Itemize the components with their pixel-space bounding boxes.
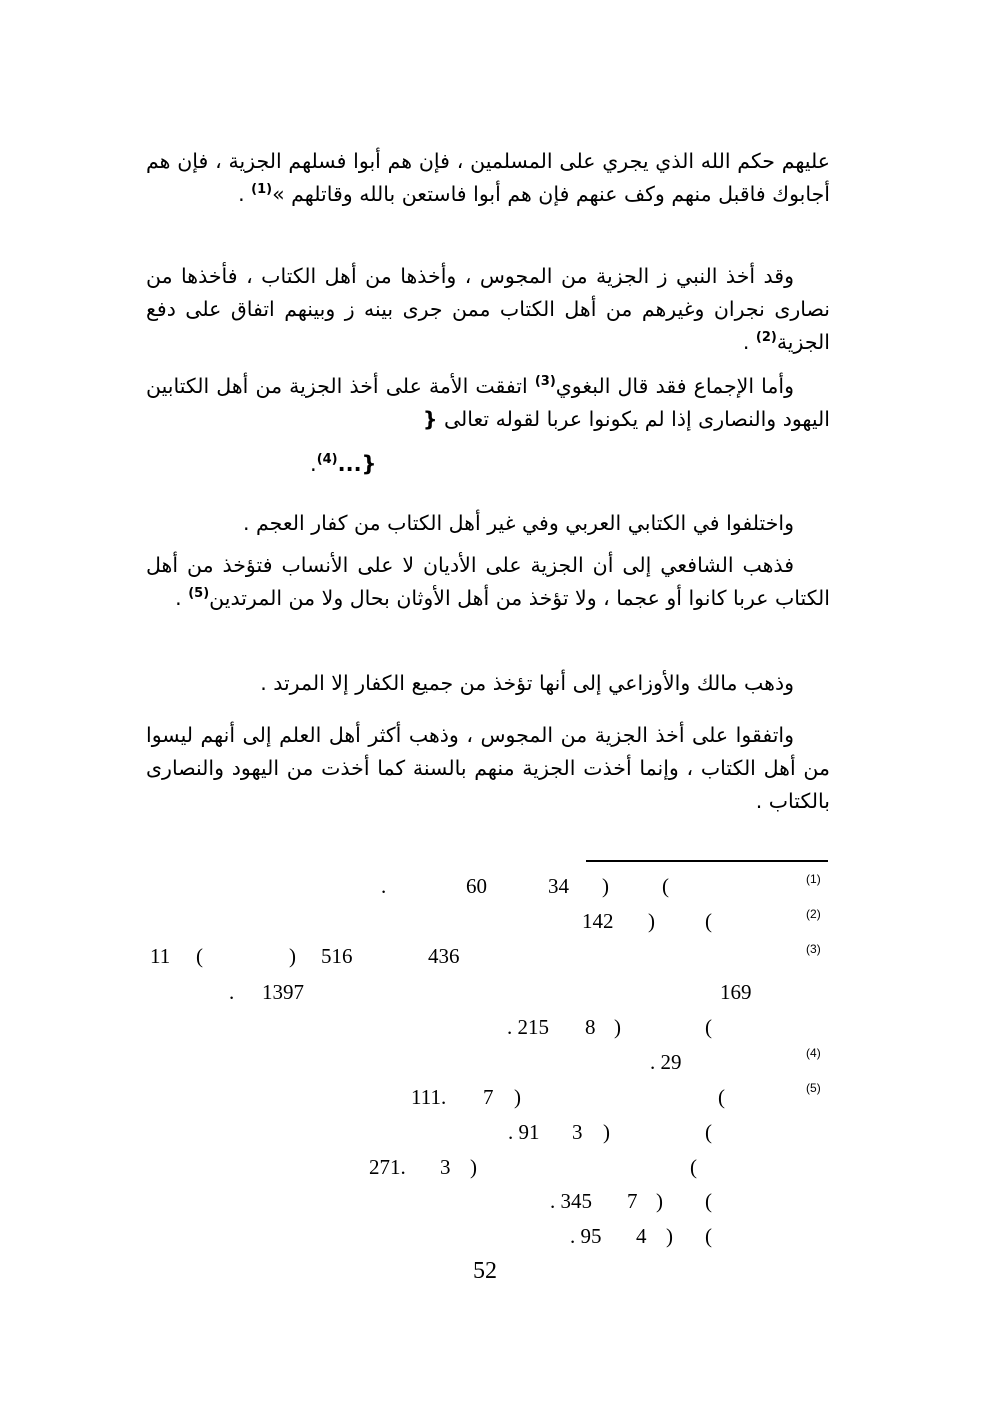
text: اتفقت الأمة على أخذ الجزية من أهل الكتابين اليهود والنصارى إذا لم يكونوا عربا لقوله تعالى (146, 374, 830, 431)
text: فذهب الشافعي إلى أن الجزية على الأديان لا على الأنساب فتؤخذ من أهل الكتاب عربا كانوا أو عجما ، ولا تؤخذ من أهل الأوثان بحال ولا من المرتدين (146, 553, 830, 610)
footnote-token: ( (289, 944, 296, 968)
footnote-token: 7 (627, 1189, 638, 1213)
footnote-token: 3 (440, 1155, 451, 1179)
paragraph-prophet-practice (146, 260, 830, 359)
paragraph-malik (146, 667, 830, 700)
text: . (238, 182, 252, 206)
footnote-token: .111 (411, 1085, 447, 1109)
text: وقد أخذ النبي ز الجزية من المجوس ، وأخذها من أهل الكتاب ، فأخذها من نصارى نجران وغيرهم من أهل الكتاب ممن جرى بينه ز وبينهم اتفاق على دفع الجزية (146, 264, 830, 354)
footnote-token: 215 . (507, 1015, 549, 1039)
footnote-token: ) (705, 1120, 712, 1144)
footnote-token: . (381, 874, 387, 898)
text: عليهم حكم الله الذي يجري على المسلمين ، فإن هم أبوا فسلهم الجزية ، فإن هم أجابوك فاقبل منهم وكف عنهم فإن هم أبوا فاستعن بالله وقاتلهم » (146, 149, 830, 206)
footnote-token: 345 . (550, 1189, 592, 1213)
footnote-token: ( (514, 1085, 521, 1109)
quran-brace-close: ...} (337, 452, 377, 476)
footnote-marker-2: (2) (806, 907, 821, 921)
footnote-token: 11 (150, 944, 171, 968)
page-number: 52 (473, 1258, 497, 1284)
footnote-token: ) (718, 1085, 725, 1109)
text: واختلفوا في الكتابي العربي وفي غير أهل الكتاب من كفار العجم . (243, 511, 794, 535)
text: . (742, 330, 756, 354)
footnote-token: 3 (572, 1120, 583, 1144)
footnote-token: 60 (466, 874, 487, 898)
footnote-token: ( (470, 1155, 477, 1179)
footnote-token: 29 . (650, 1050, 682, 1074)
footnote-marker-3: (3) (806, 942, 821, 956)
footnote-token: ( (614, 1015, 621, 1039)
verse-line (310, 452, 377, 476)
footnote-token: ( (648, 909, 655, 933)
paragraph-disagreement (146, 507, 830, 540)
footnote-token: 8 (585, 1015, 596, 1039)
paragraph-hadith (146, 145, 830, 211)
text: . (310, 452, 317, 476)
footnote-token: ( (603, 1120, 610, 1144)
footnote-token: ) (662, 874, 669, 898)
text: واتفقوا على أخذ الجزية من المجوس ، وذهب أكثر أهل العلم إلى أنهم ليسوا من أهل الكتاب ، وإنما أخذت الجزية منهم بالسنة كما أخذت من اليهود والنصارى بالكتاب . (146, 723, 830, 813)
footnote-marker-5: (5) (806, 1081, 821, 1095)
footnote-token: 7 (483, 1085, 494, 1109)
footnote-token: ( (656, 1189, 663, 1213)
quran-brace-open: { (422, 407, 438, 431)
footnote-token: 95 . (570, 1224, 602, 1248)
footnote-token: ) (690, 1155, 697, 1179)
footnote-ref-2: (2) (755, 330, 777, 346)
paragraph-ijma (146, 370, 830, 436)
footnote-token: 436 (428, 944, 460, 968)
footnote-ref-1: (1) (251, 182, 273, 198)
footnote-token: . (229, 980, 235, 1004)
footnote-token: 169 (720, 980, 752, 1004)
text: . (175, 586, 189, 610)
footnote-token: ) (196, 944, 203, 968)
footnote-token: ) (705, 1189, 712, 1213)
footnote-token: 1397 (262, 980, 304, 1004)
paragraph-magians (146, 719, 830, 818)
footnote-token: 4 (636, 1224, 647, 1248)
footnote-ref-5: (5) (188, 586, 210, 602)
footnote-token: ) (705, 1015, 712, 1039)
footnote-token: 91 . (508, 1120, 540, 1144)
footnote-token: ( (666, 1224, 673, 1248)
footnote-token: ) (705, 909, 712, 933)
footnote-separator (586, 860, 828, 862)
text: وأما الإجماع فقد قال البغوي (555, 374, 794, 398)
footnote-ref-3: (3) (534, 374, 556, 390)
footnote-token: ( (602, 874, 609, 898)
footnote-token: .271 (369, 1155, 406, 1179)
text: وذهب مالك والأوزاعي إلى أنها تؤخذ من جميع الكفار إلا المرتد . (260, 671, 794, 695)
footnote-token: ) (705, 1224, 712, 1248)
footnote-ref-4: (4) (316, 452, 338, 467)
footnote-token: 34 (548, 874, 569, 898)
footnote-token: 516 (321, 944, 353, 968)
footnote-token: 142 (582, 909, 614, 933)
footnote-marker-4: (4) (806, 1046, 821, 1060)
footnote-marker-1: (1) (806, 872, 821, 886)
paragraph-shafii (146, 549, 830, 615)
